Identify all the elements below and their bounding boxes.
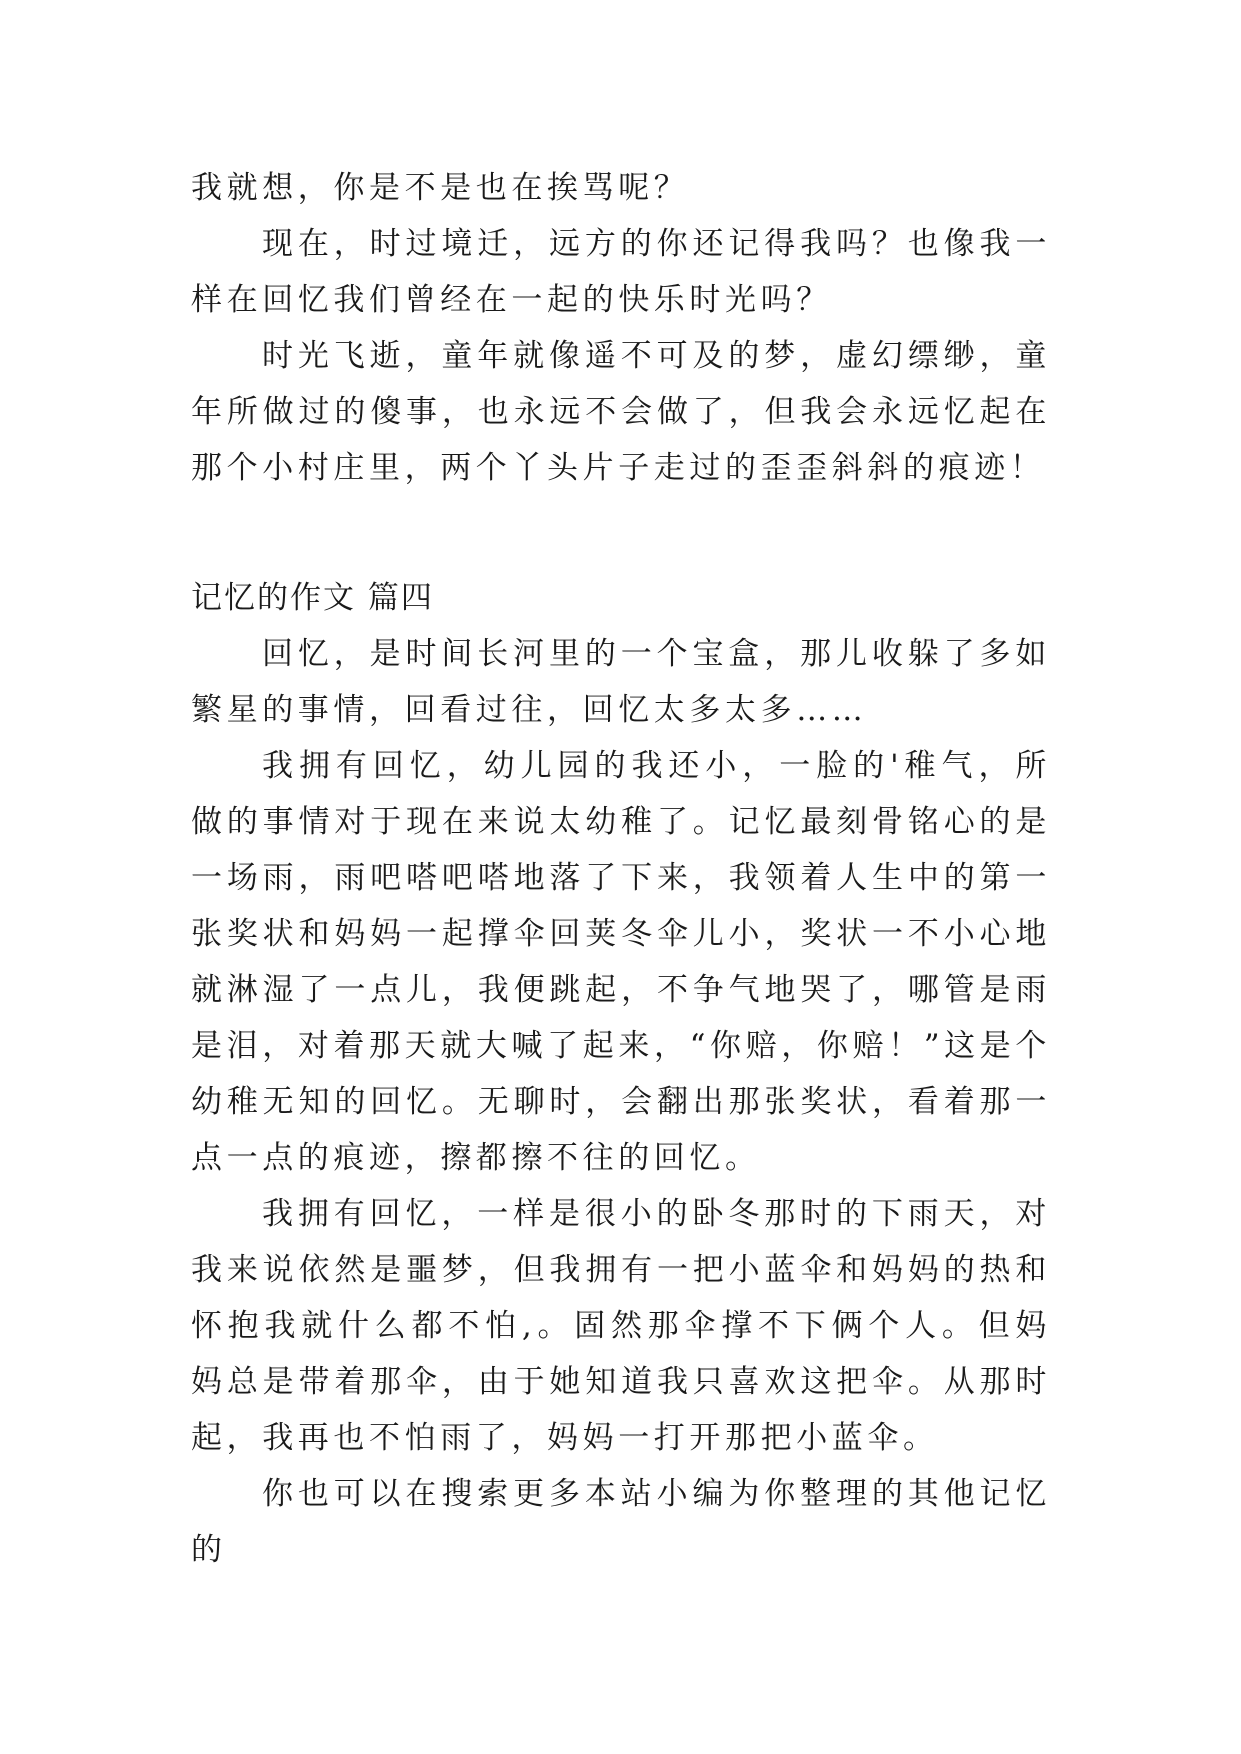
paragraph: 你也可以在搜索更多本站小编为你整理的其他记忆的 bbox=[191, 1476, 1051, 1568]
paragraph-continuation: 我就想，你是不是也在挨骂呢？ bbox=[191, 170, 690, 206]
paragraph: 时光飞逝，童年就像遥不可及的梦，虚幻缥缈，童年所做过的傻事，也永远不会做了，但我会永远忆起在那个小村庄里，两个丫头片子走过的歪歪斜斜的痕迹！ bbox=[191, 338, 1051, 486]
paragraph: 回忆，是时间长河里的一个宝盒，那儿收躲了多如繁星的事情，回看过往，回忆太多太多…… bbox=[191, 636, 1051, 728]
paragraph: 现在，时过境迁，远方的你还记得我吗？也像我一样在回忆我们曾经在一起的快乐时光吗？ bbox=[191, 226, 1051, 318]
section-four bbox=[191, 570, 1051, 1578]
section-top bbox=[191, 160, 1051, 496]
paragraph: 我拥有回忆，幼儿园的我还小，一脸的'稚气，所做的事情对于现在来说太幼稚了。记忆最刻骨铭心的是一场雨，雨吧嗒吧嗒地落了下来，我领着人生中的第一张奖状和妈妈一起撑伞回荚冬伞儿小，奖状一不小心地就淋湿了一点儿，我便跳起，不争气地哭了，哪管是雨是泪，对着那天就大喊了起来，“你赔，你赔！”这是个幼稚无知的回忆。无聊时，会翻出那张奖状，看着那一点一点的痕迹，擦都擦不往的回忆。 bbox=[191, 748, 1051, 1176]
paragraph: 我拥有回忆，一样是很小的卧冬那时的下雨天，对我来说依然是噩梦，但我拥有一把小蓝伞和妈妈的热和怀抱我就什么都不怕,。固然那伞撑不下俩个人。但妈妈总是带着那伞，由于她知道我只喜欢这把伞。从那时起，我再也不怕雨了，妈妈一打开那把小蓝伞。 bbox=[191, 1196, 1051, 1456]
section-heading: 记忆的作文 篇四 bbox=[191, 580, 434, 616]
